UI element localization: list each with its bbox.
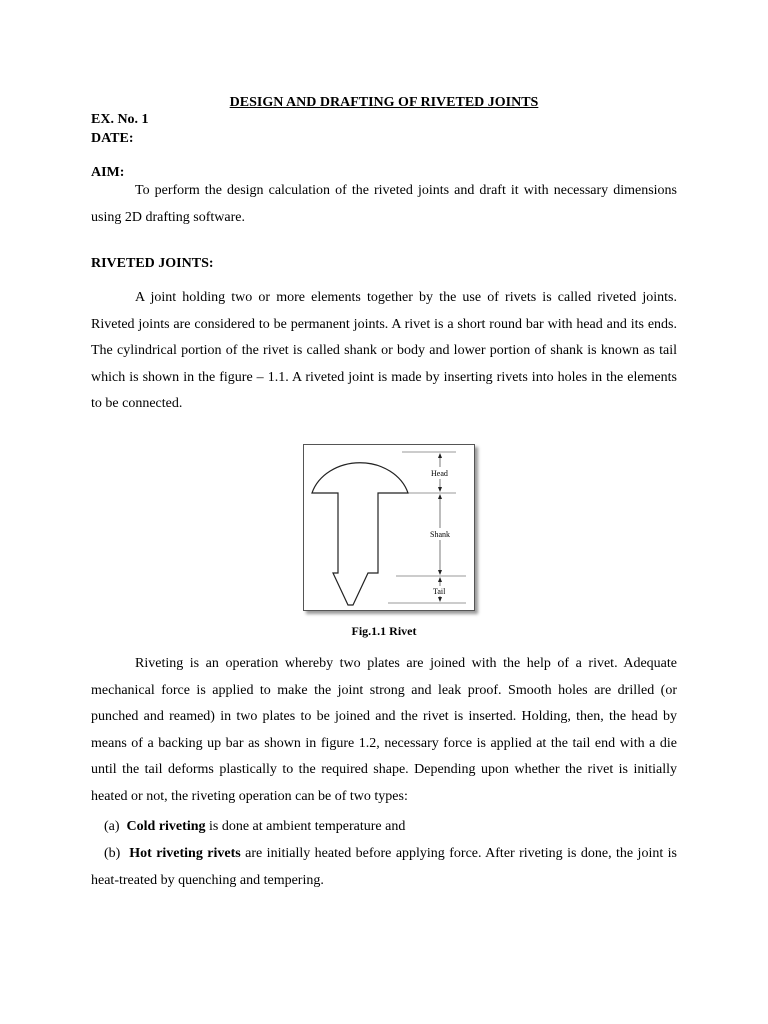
aim-text: To perform the design calculation of the riveted joints and draft it with necessary dimensions using 2D drafting software. xyxy=(91,183,677,225)
cold-riveting-text: is done at ambient temperature and xyxy=(205,819,406,834)
head-arrow-bottom xyxy=(438,487,442,492)
date-label: DATE: xyxy=(91,131,134,146)
rivet-diagram xyxy=(304,445,474,610)
rivet-outline xyxy=(312,463,408,605)
head-arrow-top xyxy=(438,453,442,458)
tail-label: Tail xyxy=(433,587,446,596)
shank-arrow-top xyxy=(438,494,442,499)
figure-caption: Fig.1.1 Rivet xyxy=(351,624,417,638)
aim-heading: AIM: xyxy=(91,165,125,180)
hot-riveting-text: are initially heated before applying force. After riveting is done, the joint is heat-treated by quenching and tempering. xyxy=(91,846,678,888)
list-marker-a: (a) xyxy=(104,819,120,834)
exercise-number: EX. No. 1 xyxy=(91,112,149,127)
rivet-figure xyxy=(303,444,475,611)
head-label: Head xyxy=(431,469,448,478)
list-item-cold-riveting xyxy=(104,814,677,841)
riveting-paragraph: Riveting is an operation whereby two plates are joined with the help of a rivet. Adequate mechanical force is applied to make the joint strong and leak proof. Smooth holes are drilled (or punched and reamed) in two plates to be joined and the rivet is inserted. Holding, then, the head by means of a backing up bar as shown in figure 1.2, necessary force is applied at the tail end with a die until the tail deforms plastically to the required shape. Depending upon whether the rivet is initially heated or not, the riveting operation can be of two types: xyxy=(91,656,677,804)
hot-riveting-term: Hot riveting rivets xyxy=(129,846,241,861)
shank-arrow-bottom xyxy=(438,570,442,575)
shank-label: Shank xyxy=(430,530,450,539)
riveted-joints-heading: RIVETED JOINTS: xyxy=(91,256,214,271)
list-item-hot-riveting xyxy=(91,841,677,894)
riveted-joints-paragraph: A joint holding two or more elements together by the use of rivets is called riveted joints. Riveted joints are considered to be permanent joints. A rivet is a short round bar with head and its ends. The cylindrical portion of the rivet is called shank or body and lower portion of shank is known as tail which is shown in the figure – 1.1. A riveted joint is made by inserting rivets into holes in the elements to be connected. xyxy=(91,290,677,411)
tail-arrow-bottom xyxy=(438,597,442,602)
cold-riveting-term: Cold riveting xyxy=(126,819,206,834)
list-marker-b: (b) xyxy=(104,846,121,861)
document-title: DESIGN AND DRAFTING OF RIVETED JOINTS xyxy=(229,95,539,110)
tail-arrow-top xyxy=(438,577,442,582)
